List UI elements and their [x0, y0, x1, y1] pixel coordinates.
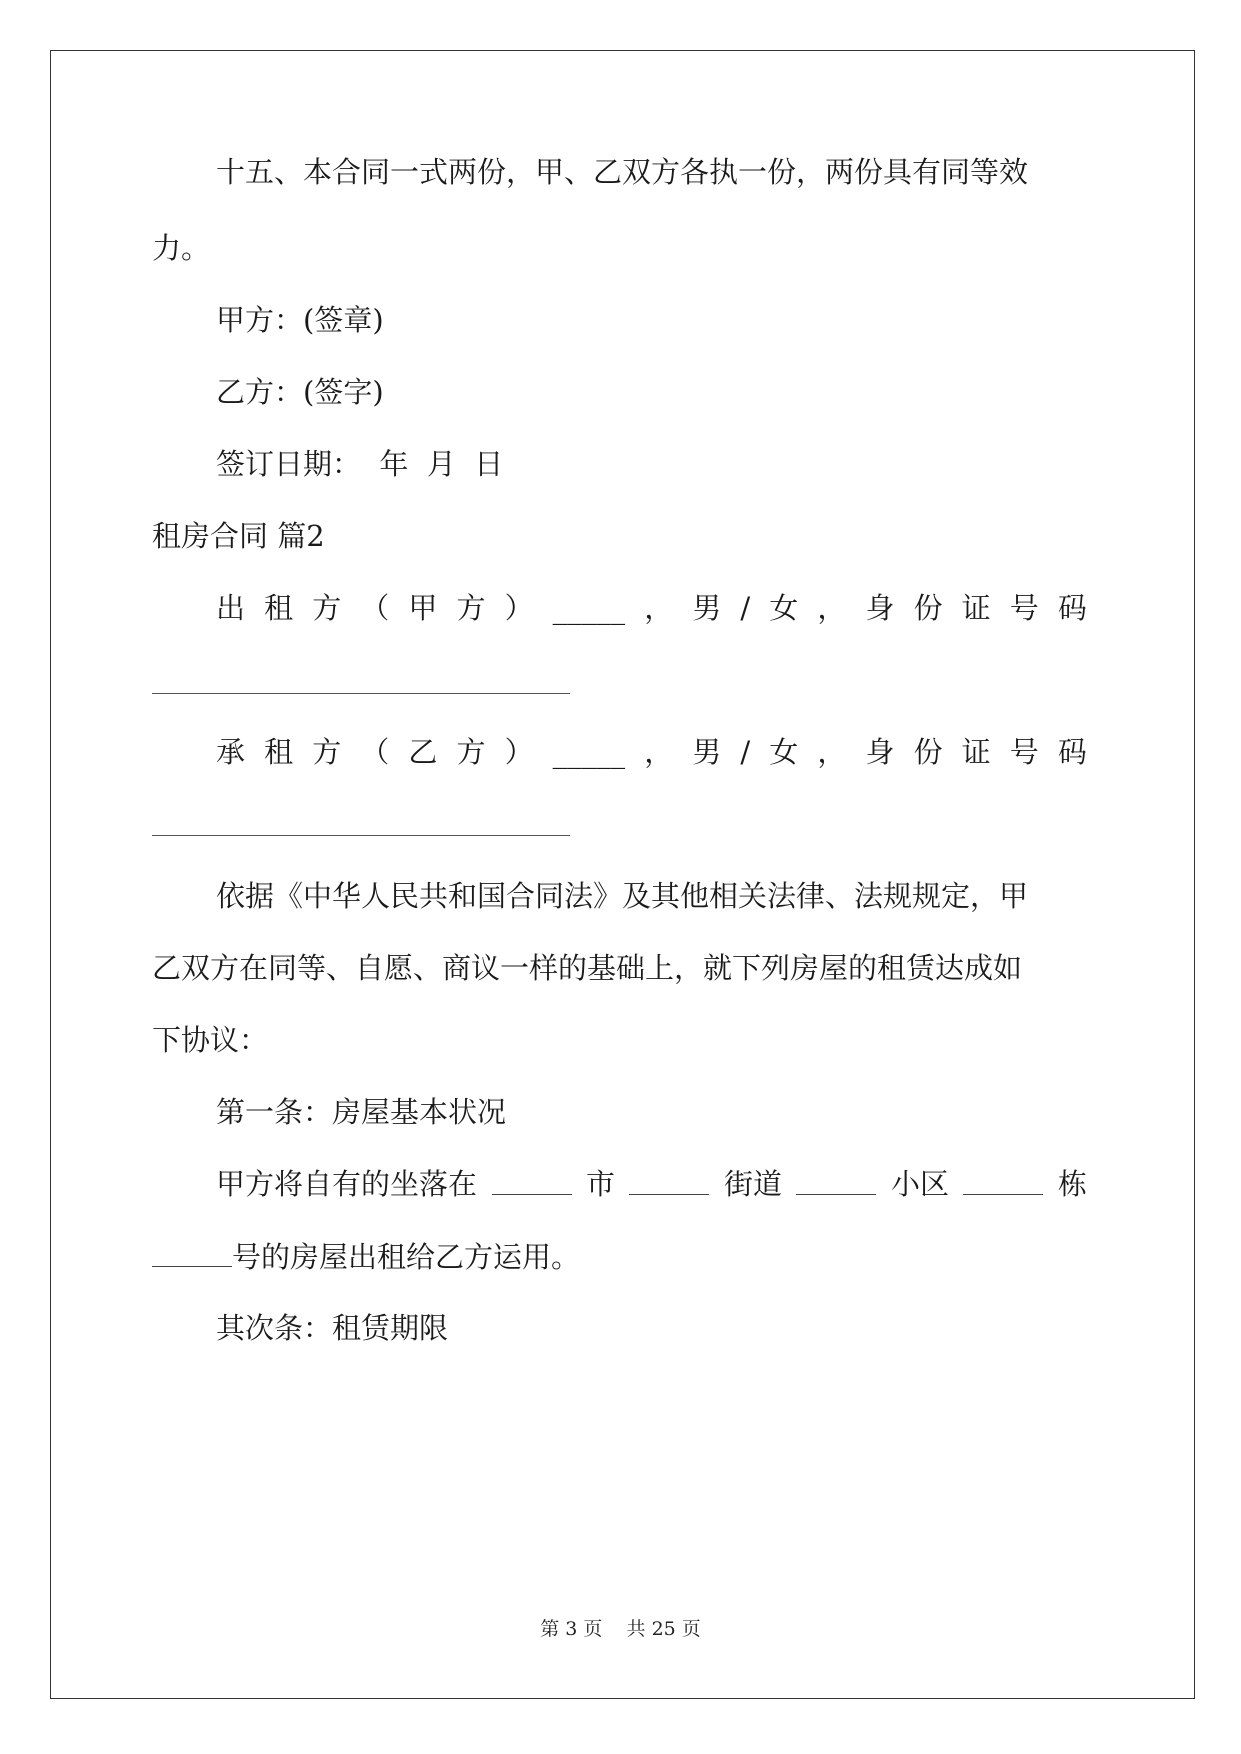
lessee-id-blank-rule: [152, 835, 570, 836]
lessor-char: ）: [504, 591, 534, 625]
article-1-text: 小区: [890, 1167, 949, 1201]
article-1-text: 栋: [1057, 1167, 1087, 1201]
lessor-char: ，: [817, 591, 847, 625]
lessor-char: 女: [769, 591, 799, 625]
lessor-char: 方: [312, 591, 342, 625]
party-b-signature: 乙方：(签字): [216, 375, 384, 409]
lessor-char: ，: [644, 591, 674, 625]
party-a-signature: 甲方：(签章): [216, 303, 384, 337]
article-1-text: 市: [585, 1167, 615, 1201]
clause-15-line-1: 十五、本合同一式两份，甲、乙双方各执一份，两份具有同等效: [216, 155, 1029, 189]
lessor-char: （: [360, 591, 390, 625]
lessor-char: 出: [216, 591, 246, 625]
lessor-char: 租: [264, 591, 294, 625]
lessor-name-blank: _____: [552, 591, 626, 625]
unit-number-blank: [152, 1236, 232, 1267]
lessee-char: 男: [692, 735, 722, 769]
lessee-char: /: [740, 735, 751, 769]
lessor-char: 份: [913, 591, 943, 625]
lessee-char: 乙: [408, 735, 438, 769]
lessee-name-blank: _____: [552, 735, 626, 769]
lessee-char: 租: [264, 735, 294, 769]
lessee-char: 码: [1057, 735, 1087, 769]
city-blank: [492, 1164, 572, 1195]
lessee-char: 方: [456, 735, 486, 769]
lessee-char: ）: [504, 735, 534, 769]
section-title: 租房合同 篇2: [152, 519, 325, 553]
article-1-text: 号的房屋出租给乙方运用。: [232, 1240, 581, 1274]
article-1-line-2: [152, 1236, 1087, 1277]
lessee-char: 承: [216, 735, 246, 769]
lessor-char: /: [740, 591, 751, 625]
article-1-text: 街道: [723, 1167, 782, 1201]
basis-line-3: 下协议：: [152, 1023, 269, 1057]
lessee-char: 女: [769, 735, 799, 769]
signing-date: 签订日期： 年 月 日: [216, 447, 504, 481]
article-2-title: 其次条：租赁期限: [216, 1311, 449, 1345]
lessor-char: 男: [692, 591, 722, 625]
building-blank: [963, 1164, 1043, 1195]
article-1-text: 甲方将自有的坐落在: [216, 1167, 478, 1201]
street-blank: [629, 1164, 709, 1195]
basis-line-1: 依据《中华人民共和国合同法》及其他相关法律、法规规定，甲: [216, 879, 1029, 913]
lessee-char: ，: [817, 735, 847, 769]
clause-15-line-2: 力。: [152, 231, 211, 265]
article-1-line-1: [216, 1164, 1087, 1204]
lessee-char: （: [360, 735, 390, 769]
lessor-char: 甲: [408, 591, 438, 625]
article-1-title: 第一条：房屋基本状况: [216, 1095, 507, 1129]
lessee-char: 方: [312, 735, 342, 769]
lessor-id-blank-rule: [152, 693, 570, 694]
lessor-char: 证: [961, 591, 991, 625]
lessee-char: ，: [644, 735, 674, 769]
basis-line-2: 乙双方在同等、自愿、商议一样的基础上，就下列房屋的租赁达成如: [152, 951, 1023, 985]
lessor-char: 身: [865, 591, 895, 625]
lessor-char: 码: [1057, 591, 1087, 625]
page-border: [50, 50, 1195, 1699]
lessee-char: 份: [913, 735, 943, 769]
lessor-char: 号: [1009, 591, 1039, 625]
lessor-char: 方: [456, 591, 486, 625]
lessor-line: [216, 588, 1087, 628]
community-blank: [796, 1164, 876, 1195]
lessee-char: 证: [961, 735, 991, 769]
lessee-line: [216, 732, 1087, 772]
lessee-char: 号: [1009, 735, 1039, 769]
lessee-char: 身: [865, 735, 895, 769]
page-footer: 第 3 页 共 25 页: [540, 1618, 701, 1640]
